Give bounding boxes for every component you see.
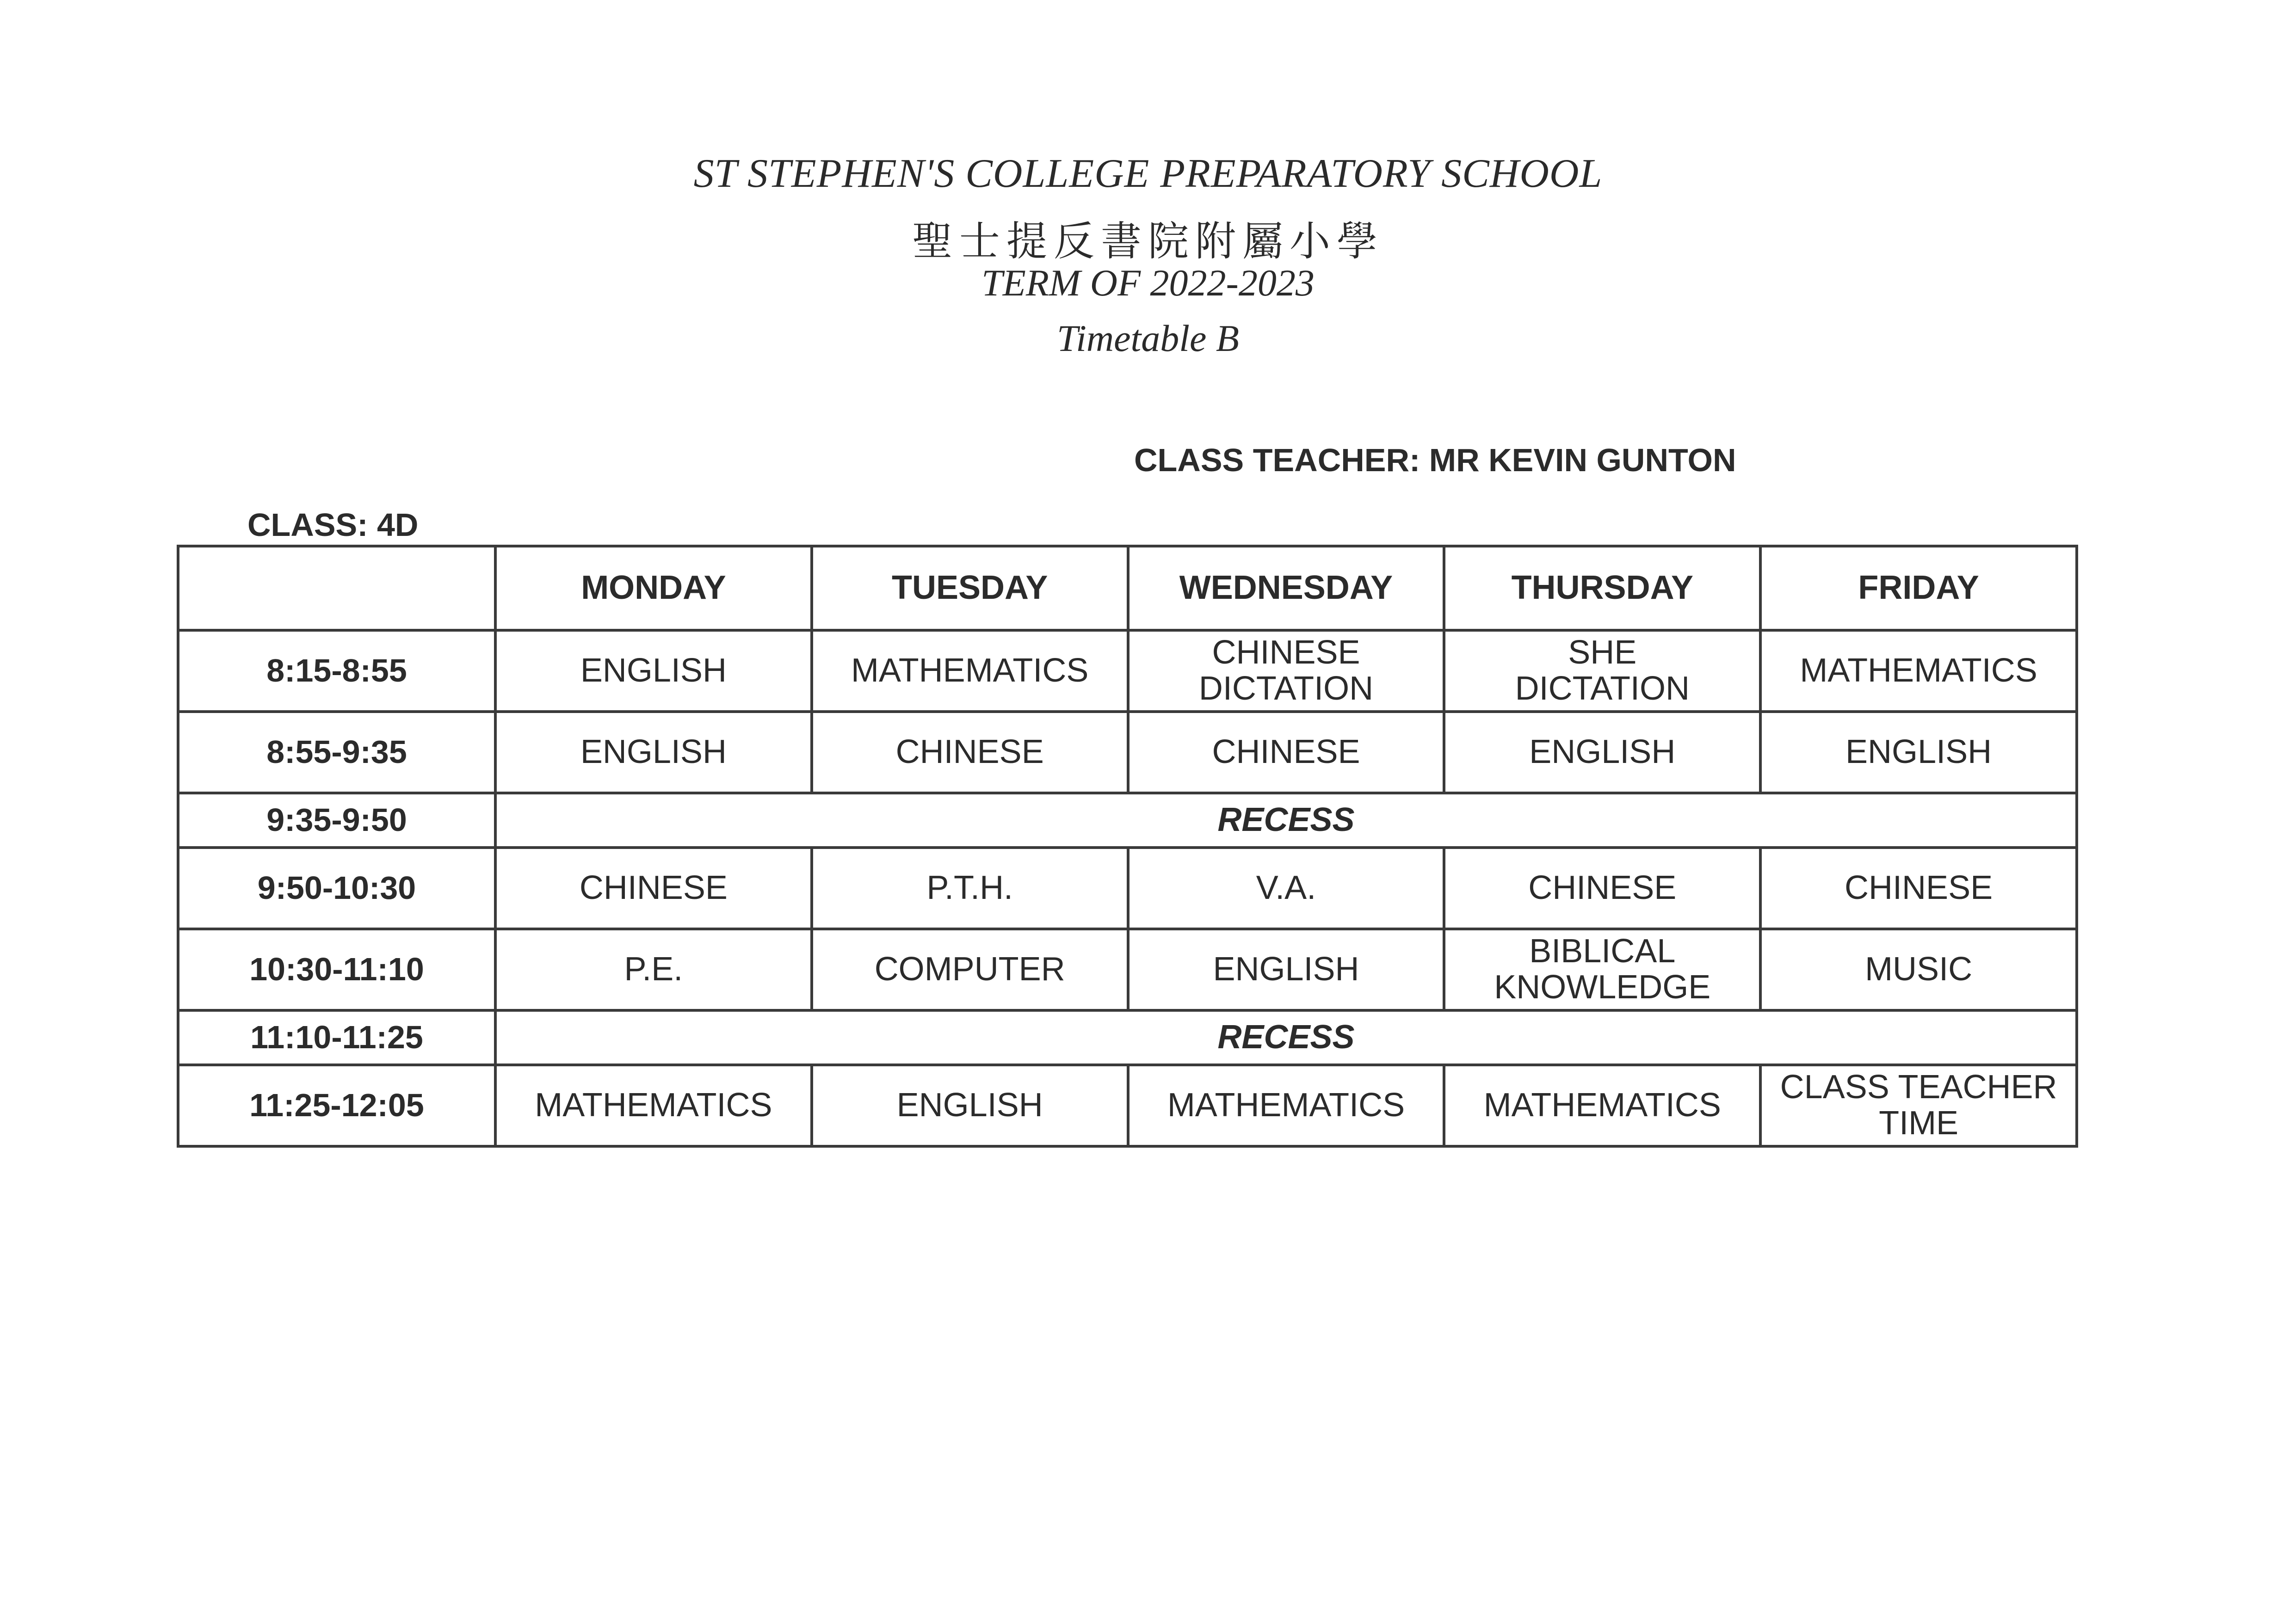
table-row xyxy=(178,848,2077,929)
subject-cell: CHINESE xyxy=(495,848,812,929)
time-slot: 11:10-11:25 xyxy=(178,1010,495,1065)
recess-cell: RECESS xyxy=(495,793,2077,848)
subject-cell: MATHEMATICS xyxy=(1444,1065,1760,1146)
subject-cell: BIBLICAL KNOWLEDGE xyxy=(1444,929,1760,1010)
subject-cell: SHE DICTATION xyxy=(1444,630,1760,712)
subject-cell: CHINESE xyxy=(1128,712,1444,793)
subject-cell: V.A. xyxy=(1128,848,1444,929)
day-header-thursday: THURSDAY xyxy=(1444,546,1760,630)
subject-cell: MATHEMATICS xyxy=(812,630,1128,712)
subject-cell: CHINESE xyxy=(812,712,1128,793)
subject-cell: COMPUTER xyxy=(812,929,1128,1010)
subject-cell: ENGLISH xyxy=(495,630,812,712)
subject-cell: ENGLISH xyxy=(1128,929,1444,1010)
timetable-body xyxy=(178,630,2077,1146)
day-header-wednesday: WEDNESDAY xyxy=(1128,546,1444,630)
subject-cell: ENGLISH xyxy=(1760,712,2077,793)
school-name: ST STEPHEN'S COLLEGE PREPARATORY SCHOOL xyxy=(693,151,1603,196)
subject-cell: MUSIC xyxy=(1760,929,2077,1010)
subject-cell: CHINESE DICTATION xyxy=(1128,630,1444,712)
subject-cell: ENGLISH xyxy=(495,712,812,793)
subject-cell: MATHEMATICS xyxy=(1128,1065,1444,1146)
subject-cell: MATHEMATICS xyxy=(1760,630,2077,712)
school-name-chinese: 聖士提反書院附屬小學 xyxy=(912,220,1384,264)
time-slot: 11:25-12:05 xyxy=(178,1065,495,1146)
day-header-tuesday: TUESDAY xyxy=(812,546,1128,630)
recess-row xyxy=(178,1010,2077,1065)
subject-cell: MATHEMATICS xyxy=(495,1065,812,1146)
time-slot: 8:55-9:35 xyxy=(178,712,495,793)
time-slot: 9:35-9:50 xyxy=(178,793,495,848)
subject-cell: CLASS TEACHER TIME xyxy=(1760,1065,2077,1146)
recess-row xyxy=(178,793,2077,848)
recess-cell: RECESS xyxy=(495,1010,2077,1065)
class-label: CLASS: 4D xyxy=(247,507,419,543)
corner-cell xyxy=(178,546,495,630)
table-row xyxy=(178,929,2077,1010)
table-row xyxy=(178,712,2077,793)
term-title: TERM OF 2022-2023 xyxy=(981,262,1315,304)
timetable-table xyxy=(177,545,2078,1148)
time-slot: 9:50-10:30 xyxy=(178,848,495,929)
day-header-monday: MONDAY xyxy=(495,546,812,630)
table-row xyxy=(178,1065,2077,1146)
time-slot: 10:30-11:10 xyxy=(178,929,495,1010)
day-header-friday: FRIDAY xyxy=(1760,546,2077,630)
class-teacher-label: CLASS TEACHER: MR KEVIN GUNTON xyxy=(1134,442,1736,478)
subject-cell: CHINESE xyxy=(1444,848,1760,929)
table-row xyxy=(178,630,2077,712)
subject-cell: CHINESE xyxy=(1760,848,2077,929)
subject-cell: ENGLISH xyxy=(1444,712,1760,793)
subject-cell: P.E. xyxy=(495,929,812,1010)
subject-cell: P.T.H. xyxy=(812,848,1128,929)
timetable-header-row xyxy=(178,546,2077,630)
time-slot: 8:15-8:55 xyxy=(178,630,495,712)
timetable-title: Timetable B xyxy=(1056,317,1240,359)
subject-cell: ENGLISH xyxy=(812,1065,1128,1146)
